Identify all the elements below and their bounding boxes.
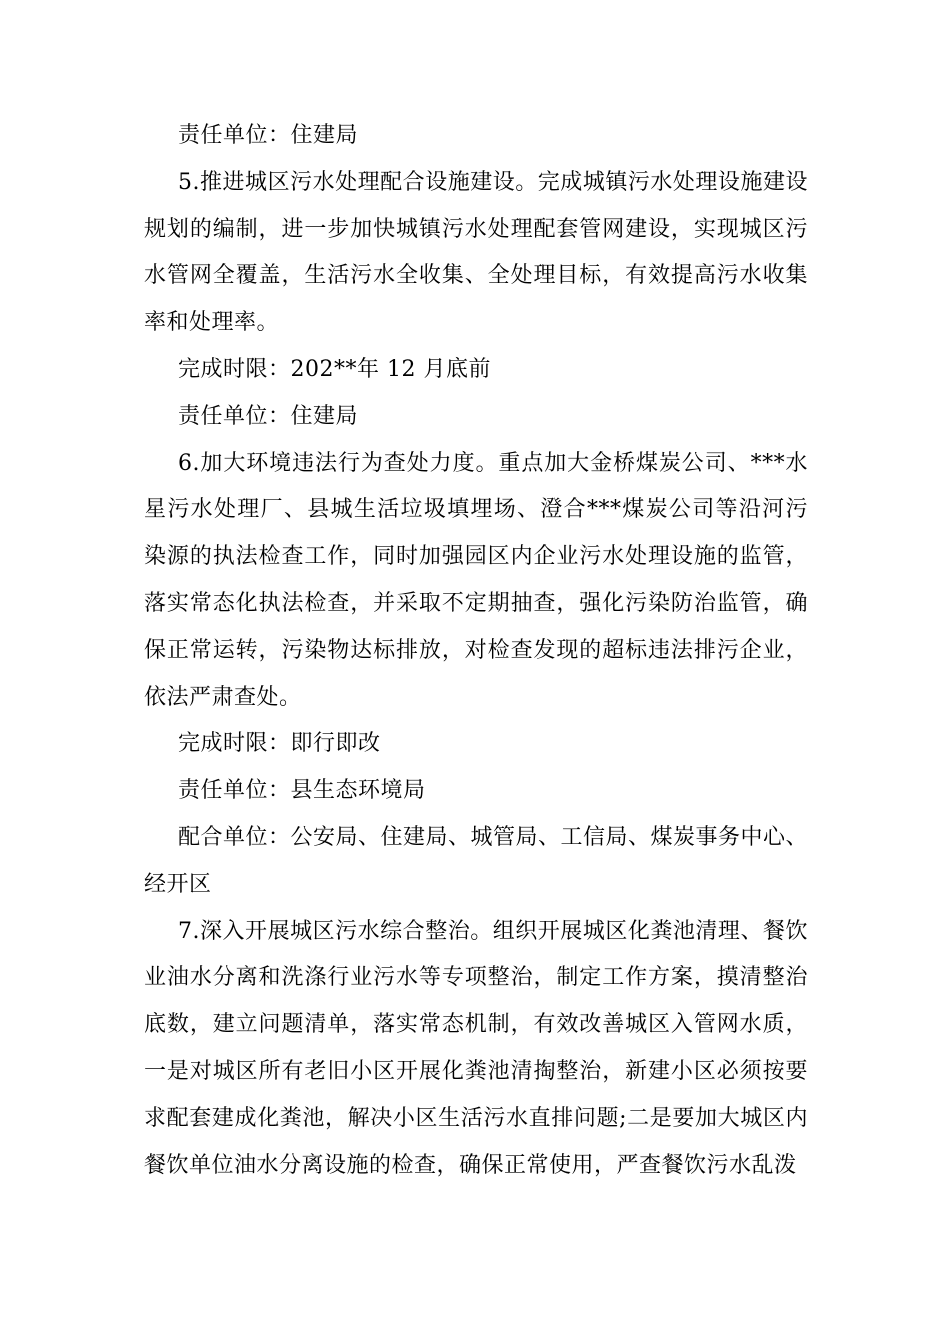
paragraph-cooperating-units: 配合单位：公安局、住建局、城管局、工信局、煤炭事务中心、经开区	[144, 824, 809, 897]
paragraph-responsible-unit: 责任单位：县生态环境局	[178, 778, 426, 804]
paragraph-item-5: 5.推进城区污水处理配合设施建设。完成城镇污水处理设施建设规划的编制，进一步加快城镇污水处理配套管网建设，实现城区污水管网全覆盖，生活污水全收集、全处理目标，有效提高污水收集率和处理率。	[144, 169, 808, 336]
paragraph-item-6: 6.加大环境违法行为查处力度。重点加大金桥煤炭公司、***水星污水处理厂、县城生活垃圾填埋场、澄合***煤炭公司等沿河污染源的执法检查工作，同时加强园区内企业污水处理设施的监管，落实常态化执法检查，并采取不定期抽查，强化污染防治监管，确保正常运转，污染物达标排放，对检查发现的超标违法排污企业，依法严肃查处。	[144, 450, 808, 710]
paragraph-item-7: 7.深入开展城区污水综合整治。组织开展城区化粪池清理、餐饮业油水分离和洗涤行业污水等专项整治，制定工作方案，摸清整治底数，建立问题清单，落实常态机制，有效改善城区入管网水质，一是对城区所有老旧小区开展化粪池清掏整治，新建小区必须按要求配套建成化粪池，解决小区生活污水直排问题;二是要加大城区内餐饮单位油水分离设施的检查，确保正常使用，严查餐饮污水乱泼	[144, 918, 808, 1178]
paragraph-deadline: 完成时限：即行即改	[178, 731, 381, 757]
document-body	[144, 113, 808, 1189]
paragraph-responsible-unit: 责任单位：住建局	[178, 403, 359, 429]
paragraph-responsible-unit: 责任单位：住建局	[178, 123, 359, 148]
paragraph-deadline: 完成时限：202**年 12 月底前	[178, 356, 491, 382]
